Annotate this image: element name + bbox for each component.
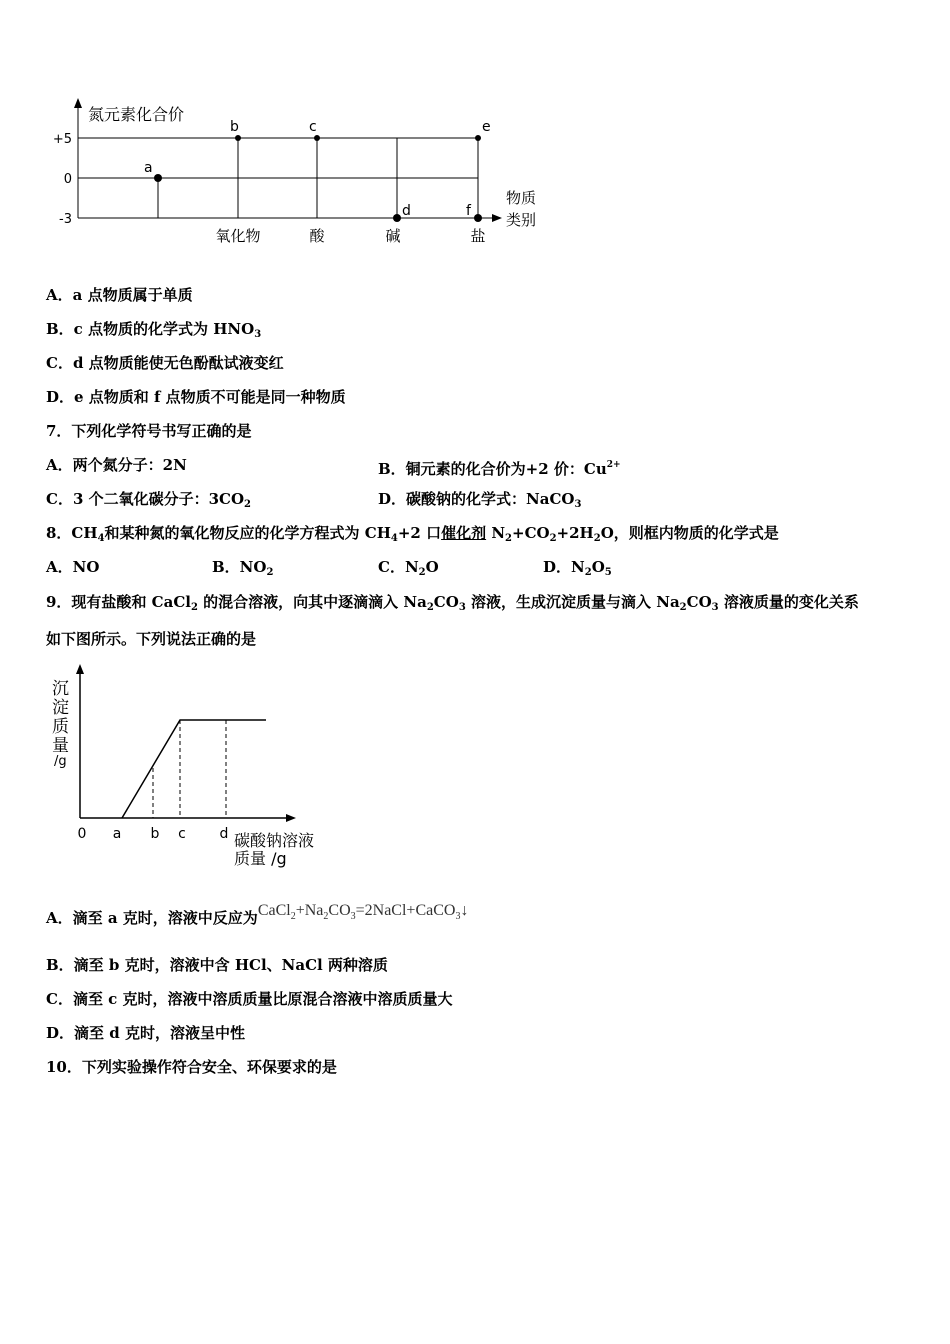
q8-t3: +2 口 xyxy=(397,524,442,542)
y-label-char-2: 淀 xyxy=(52,698,69,718)
eq-t2: +Na xyxy=(295,902,324,919)
x-tick-a: a xyxy=(112,826,122,842)
q9-option-a-text: A．滴至 a 克时，溶液中反应为 xyxy=(46,909,258,927)
x-axis-title-1: 物质 xyxy=(506,189,537,207)
x-category-oxide: 氧化物 xyxy=(215,227,261,245)
q8-t5: +CO xyxy=(512,524,550,542)
q8-option-b-sub: 2 xyxy=(266,567,274,578)
q8-t4: N xyxy=(486,524,506,542)
q9-t6: 溶液质量的变化关系 xyxy=(718,593,859,611)
q7-option-c xyxy=(46,489,251,515)
y-axis-arrow xyxy=(74,98,82,108)
eq-arrow: ↓ xyxy=(460,902,469,919)
y-label-char-3: 质 xyxy=(52,717,69,737)
point-label-d: d xyxy=(402,203,411,219)
q7-option-d xyxy=(378,489,581,515)
point-c xyxy=(314,135,320,141)
q8-option-c-sub: 2 xyxy=(418,567,426,578)
x-category-base: 碱 xyxy=(385,227,401,245)
q8-t7: O，则框内物质的化学式是 xyxy=(600,524,779,542)
point-label-f: f xyxy=(466,203,471,219)
eq-t3: CO xyxy=(328,902,351,919)
q9-t3: CO xyxy=(433,593,459,611)
x-tick-c: c xyxy=(178,826,186,842)
q8-t1: 8．CH xyxy=(46,524,98,542)
x-axis-arrow xyxy=(492,214,502,222)
q7-option-b-text: B．铜元素的化合价为+2 价：Cu xyxy=(378,460,607,478)
q7-option-c-sub: 2 xyxy=(244,499,252,510)
q9-option-a xyxy=(46,902,469,935)
q9-option-c: C．滴至 c 克时，溶液中溶质质量比原混合溶液中溶质质量大 xyxy=(46,990,453,1008)
q8-option-d-sub2: 5 xyxy=(604,567,612,578)
eq-s4: 3 xyxy=(455,911,461,922)
q7-option-d-sub: 3 xyxy=(574,499,582,510)
eq-t4: =2NaCl+CaCO xyxy=(355,902,456,919)
point-label-b: b xyxy=(230,119,239,135)
x-axis-label-2: 质量 /g xyxy=(234,849,287,868)
q7-option-b xyxy=(378,455,621,479)
precipitate-chart xyxy=(0,650,950,880)
x-axis-label-1: 碳酸钠溶液 xyxy=(234,831,315,850)
point-label-c: c xyxy=(309,119,317,135)
q9-stem-line1 xyxy=(46,592,859,618)
q6-option-a: A．a 点物质属于单质 xyxy=(46,286,193,304)
eq-s2: 2 xyxy=(323,911,329,922)
x-axis-arrow-2 xyxy=(286,814,296,822)
q9-s4: 2 xyxy=(679,602,687,613)
eq-s1: 2 xyxy=(290,911,296,922)
point-d xyxy=(393,214,401,222)
q9-s5: 3 xyxy=(711,602,719,613)
q6-option-b-sub: 3 xyxy=(254,329,262,340)
q9-option-b: B．滴至 b 克时，溶液中含 HCl、NaCl 两种溶质 xyxy=(46,956,388,974)
q7-stem: 7．下列化学符号书写正确的是 xyxy=(46,422,252,440)
q8-option-c-text: C．N xyxy=(378,558,419,576)
q9-t5: CO xyxy=(686,593,712,611)
q9-s1: 2 xyxy=(190,602,198,613)
y-tick-minus3: -3 xyxy=(59,212,72,227)
q7-option-a: A．两个氮分子：2N xyxy=(46,456,187,474)
q6-option-b xyxy=(46,319,261,345)
q8-option-b-text: B．NO xyxy=(212,558,267,576)
q8-option-c xyxy=(378,557,439,583)
q7-option-d-text: D．碳酸钠的化学式：NaCO xyxy=(378,490,575,508)
point-a xyxy=(154,174,162,182)
q6-option-b-text: B．c 点物质的化学式为 HNO xyxy=(46,320,255,338)
q9-option-d: D．滴至 d 克时，溶液呈中性 xyxy=(46,1024,245,1042)
point-e xyxy=(475,135,481,141)
x-tick-d: d xyxy=(219,826,229,842)
y-label-char-1: 沉 xyxy=(52,679,69,699)
q8-option-d-mid: O xyxy=(591,558,605,576)
q8-t6: +2H xyxy=(556,524,594,542)
q9-stem-line2: 如下图所示。下列说法正确的是 xyxy=(46,630,257,648)
point-f xyxy=(474,214,482,222)
q8-s2: 4 xyxy=(390,533,398,544)
point-label-a: a xyxy=(144,160,153,176)
q8-option-a: A．NO xyxy=(46,558,100,576)
x-category-salt: 盐 xyxy=(470,227,486,245)
q6-option-d: D．e 点物质和 f 点物质不可能是同一种物质 xyxy=(46,388,346,406)
q8-option-b xyxy=(212,557,273,583)
y-axis-title: 氮元素化合价 xyxy=(88,105,185,124)
q8-s1: 4 xyxy=(97,533,105,544)
x-tick-0: 0 xyxy=(77,826,87,842)
q8-s5: 2 xyxy=(593,533,601,544)
q8-t2: 和某种氮的氧化物反应的化学方程式为 CH xyxy=(104,524,391,542)
eq-s3: 3 xyxy=(350,911,356,922)
point-b xyxy=(235,135,241,141)
x-tick-b: b xyxy=(150,826,160,842)
q9-t2: 的混合溶液，向其中逐滴滴入 Na xyxy=(197,593,427,611)
precipitate-curve xyxy=(122,720,266,818)
q8-option-d xyxy=(543,557,612,583)
y-axis-arrow-2 xyxy=(76,664,84,674)
eq-t1: CaCl xyxy=(257,902,291,919)
point-label-e: e xyxy=(482,119,491,135)
valence-chart xyxy=(0,0,950,260)
q6-option-c: C．d 点物质能使无色酚酞试液变红 xyxy=(46,354,284,372)
q9-t4: 溶液，生成沉淀质量与滴入 Na xyxy=(465,593,680,611)
y-tick-zero: 0 xyxy=(63,172,72,187)
q9-s2: 2 xyxy=(426,602,434,613)
y-tick-plus5: +5 xyxy=(52,132,72,147)
q9-s3: 3 xyxy=(458,602,466,613)
q8-catalyst: 催化剂 xyxy=(441,524,487,542)
x-category-acid: 酸 xyxy=(309,227,325,245)
q9-t1: 9．现有盐酸和 CaCl xyxy=(46,593,191,611)
q7-option-b-sup: 2+ xyxy=(606,460,621,470)
q10-stem: 10．下列实验操作符合安全、环保要求的是 xyxy=(46,1058,337,1076)
q8-option-d-text: D．N xyxy=(543,558,585,576)
y-label-unit: /g xyxy=(54,754,67,769)
q8-s4: 2 xyxy=(549,533,557,544)
q8-stem xyxy=(46,523,779,549)
x-axis-title-2: 类别 xyxy=(506,211,537,229)
y-label-char-4: 量 xyxy=(52,736,69,756)
q9-equation xyxy=(257,902,469,922)
q7-option-c-text: C．3 个二氧化碳分子：3CO xyxy=(46,490,245,508)
q8-option-c-post: O xyxy=(425,558,439,576)
q8-option-d-sub1: 2 xyxy=(584,567,592,578)
q8-s3: 2 xyxy=(505,533,512,544)
